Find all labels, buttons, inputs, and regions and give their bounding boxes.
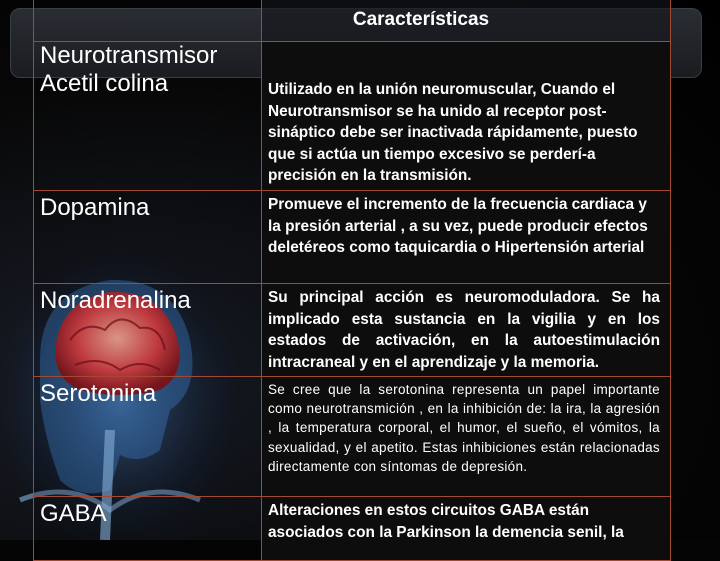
- row-description: Utilizado en la unión neuromuscular, Cuando el Neurotransmisor se ha unido al receptor post-sináptico debe ser inactivada rápidamente, puesto que si actúa un tiempo excesivo se perderí-a precisión en la transmisión.: [262, 42, 671, 191]
- row-description: Se cree que la serotonina representa un papel importante como neurotransmición , en la inhibición de: la ira, la agresión , la temperatura corporal, el humor, el sueño, el vómitos, la sexualidad, y el apetito. Estas inhibiciones están relacionadas directamente con síntomas de depresión.: [262, 377, 671, 497]
- row-name: Dopamina: [34, 191, 262, 284]
- row-name: Acetil colina: [40, 70, 169, 97]
- table-header-row: [34, 0, 671, 42]
- table-row: [34, 42, 671, 191]
- row-description: Su principal acción es neuromoduladora. Se ha implicado esta sustancia en la vigilia y en los estados de activación, en la autoestimulación intracraneal y en el aprendizaje y la memoria.: [262, 284, 671, 377]
- header-characteristics: Características: [262, 0, 671, 42]
- table-row: [34, 497, 671, 561]
- row-description: Promueve el incremento de la frecuencia cardiaca y la presión arterial , a su vez, puede producir efectos deletéreos como taquicardia o Hipertensión arterial: [262, 191, 671, 284]
- table-row: [34, 284, 671, 377]
- neurotransmitter-table: [33, 0, 671, 561]
- row-name: Noradrenalina: [34, 284, 262, 377]
- row-name: GABA: [34, 497, 262, 561]
- header-spacer: [34, 0, 262, 42]
- name-cell: [34, 42, 262, 191]
- table-row: [34, 191, 671, 284]
- header-neurotransmitter: Neurotransmisor: [40, 42, 218, 69]
- table-row: [34, 377, 671, 497]
- row-description: Alteraciones en estos circuitos GABA están asociados con la Parkinson la demencia senil, la: [262, 497, 671, 561]
- row-name: Serotonina: [34, 377, 262, 497]
